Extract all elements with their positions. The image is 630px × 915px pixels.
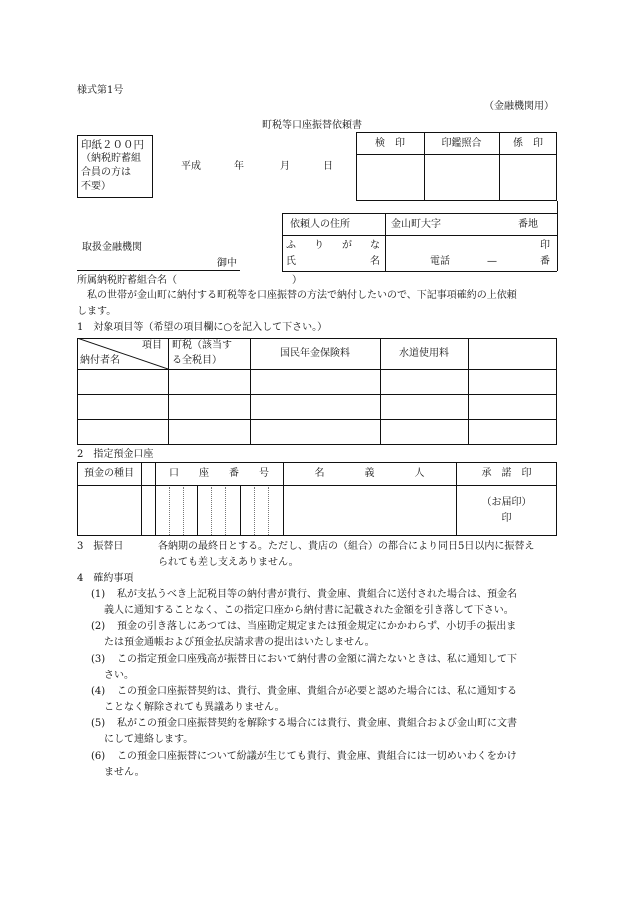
phone-dash: — xyxy=(487,256,497,267)
bank-name-line xyxy=(77,270,240,271)
phone-ban: 番 xyxy=(540,256,550,267)
date-month: 月 xyxy=(280,161,290,172)
furigana-label: ふ り が な xyxy=(286,240,380,251)
item-3-line-1: この指定預金口座残高が振替日において納付書の金額に満たないときは、私に通知して下 xyxy=(117,654,517,665)
section4-heading: 4 確約事項 xyxy=(77,573,134,584)
date-era: 平成 xyxy=(181,161,201,172)
page-title: 町税等口座振替依頼書 xyxy=(262,120,362,131)
item-2-line-1: 預金の引き落しにあつては、当座勘定規定または預金規定にかかわらず、小切手の振出ま xyxy=(117,621,517,632)
col-water: 水道使用料 xyxy=(399,348,449,359)
association-close: ） xyxy=(292,275,302,286)
stamp-line-4: 不要） xyxy=(81,181,111,192)
section3-line-2: られても差し支えありません。 xyxy=(158,557,299,568)
section1-heading: 1 対象項目等（希望の項目欄に○を記入して下さい。） xyxy=(77,322,328,333)
account-holder-label: 名 義 人 xyxy=(314,468,425,479)
revenue-stamp-box xyxy=(77,135,153,198)
requester-seal: 印 xyxy=(540,240,550,251)
item-5-line-2: にして連絡します。 xyxy=(104,734,194,745)
approval-seal-mark: 印 xyxy=(501,513,512,524)
item-4-line-2: ことなく解除されても異議ありません。 xyxy=(104,702,285,713)
item-1-line-2: 義人に通知することなく、この指定口座から納付書に記載された金額を引き落して下さい。 xyxy=(104,605,514,616)
item-4-num: (4) xyxy=(91,686,106,697)
requester-banchi: 番地 xyxy=(518,219,538,230)
item-2-num: (2) xyxy=(91,621,106,632)
col-tax-line-2: る全税目） xyxy=(172,355,222,366)
item-1-line-1: 私が支払うべき上記税目等の納付書が貴行、貴金庫、貴組合に送付された場合は、預金名 xyxy=(117,589,517,600)
intro-line-1: 私の世帯が金山町に納付する町税等を口座振替の方法で納付したいので、下記事項確約の上依頼 xyxy=(87,290,517,301)
item-3-num: (3) xyxy=(91,654,106,665)
col-tax-line-1: 町税（該当す xyxy=(172,340,232,351)
seal-check-label: 印鑑照合 xyxy=(441,138,482,149)
requester-address-value: 金山町大字 xyxy=(391,219,441,230)
association-label: 所属納税貯蓄組合名（ xyxy=(77,275,177,286)
bank-onchu: 御中 xyxy=(217,258,237,269)
intro-line-2: します。 xyxy=(77,306,117,317)
item-1-num: (1) xyxy=(91,589,106,600)
approval-seal-label: 承 諾 印 xyxy=(481,468,532,479)
account-number-label: 口 座 番 号 xyxy=(169,468,269,479)
stamp-line-3: 合員の方は xyxy=(81,167,131,178)
item-6-num: (6) xyxy=(91,751,106,762)
bank-label: 取扱金融機関 xyxy=(82,242,142,253)
phone-label: 電話 xyxy=(430,256,450,267)
deposit-type-label: 預金の種目 xyxy=(84,468,134,479)
item-5-num: (5) xyxy=(91,718,106,729)
inspect-stamp-label: 検 印 xyxy=(375,138,405,149)
item-6-line-2: ません。 xyxy=(104,767,145,778)
item-4-line-1: この預金口座振替契約は、貴行、貴金庫、貴組合が必要と認めた場合には、私に通知する xyxy=(117,686,517,697)
item-2-line-2: たは預金通帳および預金払戻請求書の提出はいたしません。 xyxy=(104,637,375,648)
diag-bottom-label: 納付者名 xyxy=(80,355,120,366)
stamp-line-2: （納税貯蓄組 xyxy=(81,153,141,164)
date-day: 日 xyxy=(323,161,333,172)
item-6-line-1: この預金口座振替について紛議が生じても貴行、貴金庫、貴組合には一切めいわくをかけ xyxy=(117,751,517,762)
staff-stamp-label: 係 印 xyxy=(513,138,543,149)
section3-heading: 3 振替日 xyxy=(77,541,124,552)
diag-top-label: 項目 xyxy=(142,340,162,351)
date-year: 年 xyxy=(234,161,244,172)
name-label: 氏 名 xyxy=(286,256,380,267)
stamp-line-1: 印紙２００円 xyxy=(81,139,144,151)
item-3-line-2: さい。 xyxy=(104,670,134,681)
section2-heading: 2 指定預金口座 xyxy=(77,449,154,460)
section3-line-1: 各納期の最終日とする。ただし、貴店の（組合）の都合により同日5日以内に振替え xyxy=(158,541,535,552)
form-number: 様式第1号 xyxy=(77,85,124,96)
registered-seal-label: （お届印） xyxy=(481,497,532,508)
col-pension: 国民年金保険料 xyxy=(280,348,350,359)
item-5-line-1: 私がこの預金口座振替契約を解除する場合には貴行、貴金庫、貴組合および金山町に文書 xyxy=(117,718,517,729)
requester-address-label: 依頼人の住所 xyxy=(290,219,350,230)
copy-label: （金融機関用） xyxy=(484,101,554,112)
